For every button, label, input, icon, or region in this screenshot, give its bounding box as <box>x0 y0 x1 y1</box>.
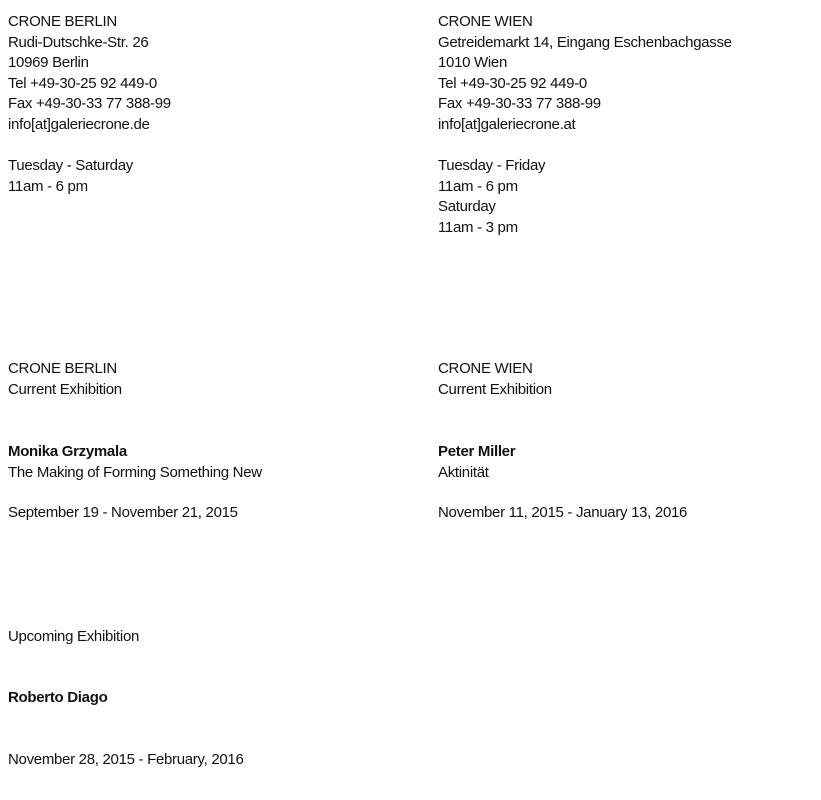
wien-current-dates-block <box>438 503 687 524</box>
wien-email-link[interactable]: info[at]galeriecrone.at <box>438 115 576 133</box>
wien-current-dates: November 11, 2015 - January 13, 2016 <box>438 504 688 521</box>
wien-current-gallery-name: CRONE WIEN <box>438 360 533 377</box>
wien-hours-saturday-time: 11am - 3 pm <box>438 218 518 236</box>
berlin-current-header <box>8 359 122 400</box>
wien-hours <box>438 156 545 238</box>
wien-contact <box>438 12 732 136</box>
wien-tel: Tel +49-30-25 92 449-0 <box>438 74 587 92</box>
wien-current-heading: Current Exhibition <box>438 380 552 398</box>
berlin-hours-days: Tuesday - Saturday <box>8 157 133 174</box>
berlin-hours <box>8 156 133 197</box>
berlin-upcoming-dates: November 28, 2015 - February, 2016 <box>8 751 244 768</box>
wien-gallery-name: CRONE WIEN <box>438 13 533 30</box>
berlin-current-dates: September 19 - November 21, 2015 <box>8 504 238 521</box>
berlin-city: 10969 Berlin <box>8 54 89 72</box>
berlin-hours-time: 11am - 6 pm <box>8 177 88 195</box>
berlin-contact <box>8 12 171 136</box>
wien-city: 1010 Wien <box>438 54 508 72</box>
berlin-current-dates-block <box>8 503 238 524</box>
berlin-current-exhibition[interactable] <box>8 442 262 483</box>
berlin-current-artist[interactable]: Monika Grzymala <box>8 443 127 460</box>
berlin-upcoming-header <box>8 627 139 648</box>
berlin-current-gallery-name: CRONE BERLIN <box>8 360 117 377</box>
berlin-current-heading: Current Exhibition <box>8 380 122 398</box>
berlin-upcoming-exhibition[interactable] <box>8 688 107 709</box>
berlin-current-title[interactable]: The Making of Forming Something New <box>8 463 262 481</box>
wien-current-title[interactable]: Aktinität <box>438 463 489 481</box>
wien-current-exhibition[interactable] <box>438 442 515 483</box>
wien-hours-saturday: Saturday <box>438 198 496 216</box>
wien-current-artist[interactable]: Peter Miller <box>438 443 516 460</box>
berlin-upcoming-heading: Upcoming Exhibition <box>8 628 140 645</box>
wien-current-header <box>438 359 552 400</box>
wien-hours-weekdays: Tuesday - Friday <box>438 157 546 174</box>
berlin-upcoming-artist[interactable]: Roberto Diago <box>8 689 108 706</box>
berlin-fax: Fax +49-30-33 77 388-99 <box>8 95 171 113</box>
wien-hours-weekdays-time: 11am - 6 pm <box>438 177 518 195</box>
berlin-gallery-name: CRONE BERLIN <box>8 13 117 30</box>
berlin-email-link[interactable]: info[at]galeriecrone.de <box>8 115 150 133</box>
berlin-street: Rudi-Dutschke-Str. 26 <box>8 33 149 51</box>
wien-fax: Fax +49-30-33 77 388-99 <box>438 95 601 113</box>
wien-street: Getreidemarkt 14, Eingang Eschenbachgasse <box>438 33 732 51</box>
berlin-tel: Tel +49-30-25 92 449-0 <box>8 74 157 92</box>
berlin-upcoming-dates-block <box>8 750 244 771</box>
